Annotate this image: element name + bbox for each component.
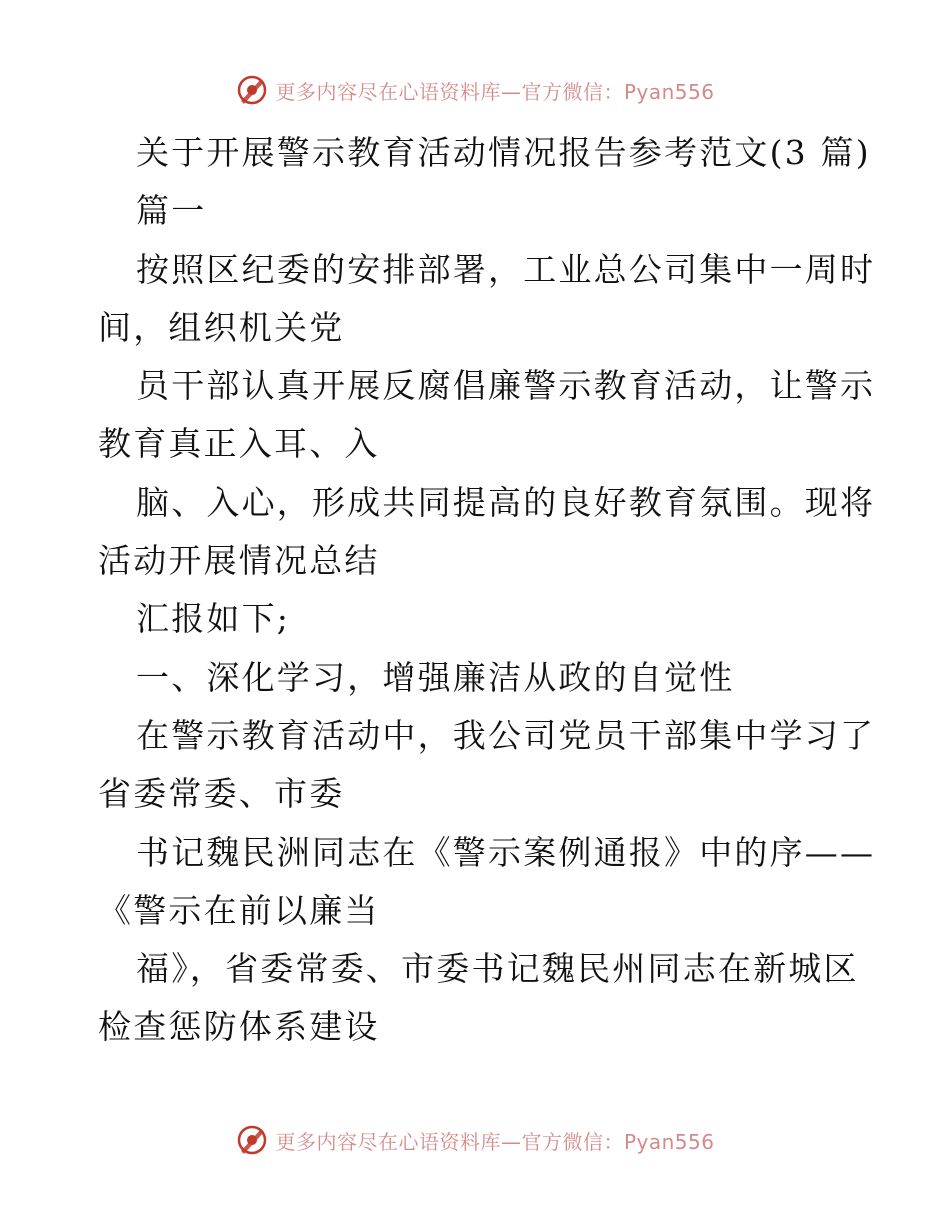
pen-logo-icon [235,73,269,107]
section-heading: 一、深化学习，增强廉洁从政的自觉性 [136,657,735,697]
footer-watermark [0,1120,950,1160]
text-line: 按照区纪委的安排部署，工业总公司集中一周时 [136,249,876,289]
text-line: 间，组织机关党 [98,307,345,347]
text-line: 员干部认真开展反腐倡廉警示教育活动，让警示 [136,366,876,406]
watermark-text: 更多内容尽在心语资料库—官方微信：Pyan556 [275,1129,715,1154]
pen-logo-icon [235,1123,269,1157]
document-body [98,124,876,1057]
header-watermark [0,70,950,110]
text-line: 福》，省委常委、市委书记魏民州同志在新城区 [136,949,859,989]
text-line: 书记魏民洲同志在《警示案例通报》中的序—— [136,832,876,872]
text-line: 活动开展情况总结 [98,541,380,581]
text-line: 在警示教育活动中，我公司党员干部集中学习了 [136,715,876,755]
text-line: 检查惩防体系建设 [98,1007,380,1047]
text-line: 汇报如下; [136,599,291,639]
document-title: 关于开展警示教育活动情况报告参考范文(3 篇) [136,133,871,172]
text-line: 教育真正入耳、入 [98,424,380,464]
text-line: 省委常委、市委 [98,774,345,814]
section-label: 篇一 [136,191,207,231]
watermark-text: 更多内容尽在心语资料库—官方微信：Pyan556 [275,79,715,104]
text-line: 《警示在前以廉当 [98,890,380,930]
text-line: 脑、入心，形成共同提高的良好教育氛围。现将 [136,482,876,522]
